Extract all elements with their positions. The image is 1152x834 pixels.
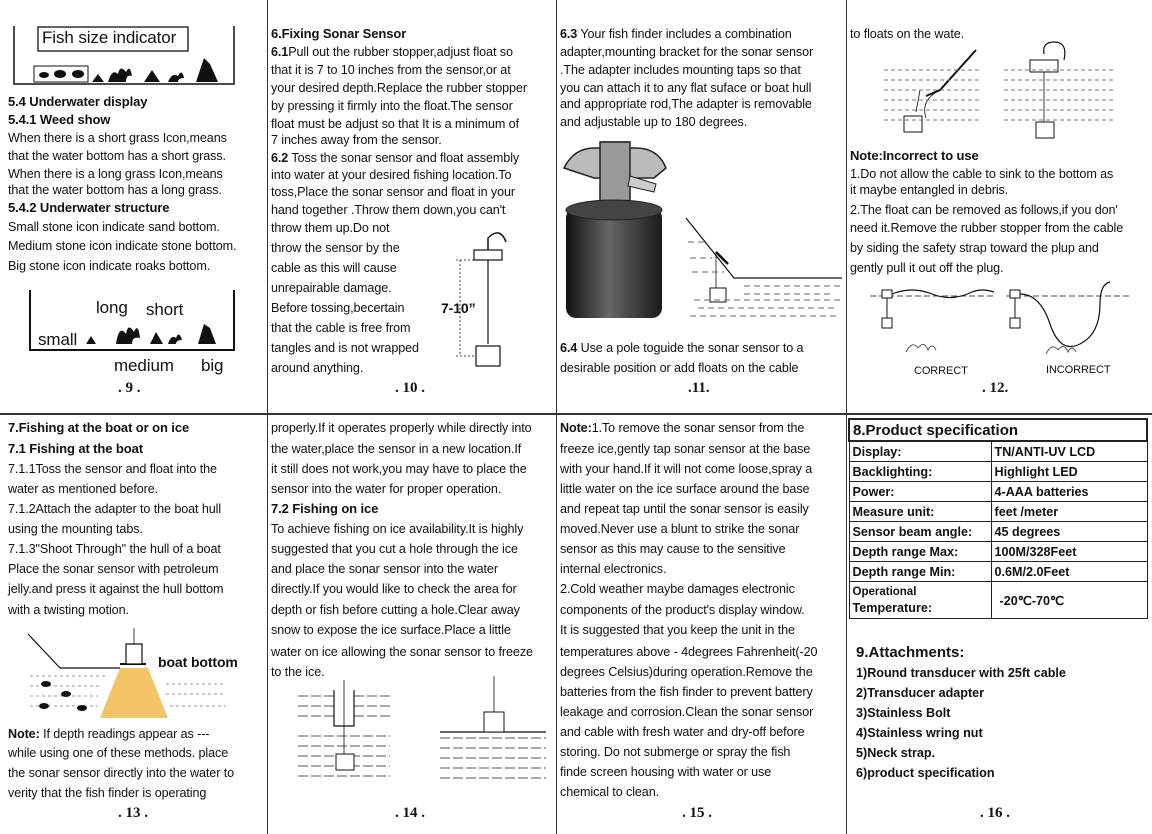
text-line: 2.Cold weather maybe damages electronic — [560, 582, 795, 596]
text-line: freeze ice,gently tap sonar sensor at the base — [560, 442, 811, 456]
text-line: internal electronics. — [560, 562, 667, 576]
label-short: short — [146, 300, 184, 319]
label-boat-bottom: boat bottom — [158, 654, 238, 670]
note-text: 1.To remove the sonar sensor from the — [591, 421, 805, 435]
spec-key: Display: — [849, 441, 991, 462]
note-line: gently pull it out off the plug. — [850, 261, 1004, 275]
text-line: Pull out the rubber stopper,adjust float so — [288, 45, 513, 59]
text-line: and repeat tap until the sonar sensor is easily — [560, 502, 809, 516]
text-line: using the mounting tabs. — [8, 522, 143, 536]
text-line: with your hand.If it will not come loose,spray a — [560, 462, 813, 476]
text-line: moved.Never use a blunt to strike the sonar — [560, 522, 800, 536]
spec-row — [849, 502, 1147, 522]
text-line: that the cable is free from — [271, 321, 411, 335]
float-usage-figure — [880, 40, 1120, 140]
text-line: sensor into the water for proper operation. — [271, 482, 502, 496]
page-number: . 9 . — [118, 380, 141, 396]
text-line: to the ice. — [271, 665, 325, 679]
attachments-title: 9.Attachments: — [856, 644, 965, 661]
text-line: suggested that you cut a hole through the ice — [271, 542, 518, 556]
spec-row — [849, 582, 1147, 619]
structure-line: Small stone icon indicate sand bottom. — [8, 220, 220, 234]
text-line: Use a pole toguide the sonar sensor to a — [577, 341, 804, 355]
spec-key: Depth range Max: — [849, 542, 991, 562]
weed-line: that the water bottom has a long grass. — [8, 183, 222, 197]
spec-row — [849, 482, 1147, 502]
text-line: with a twisting motion. — [8, 603, 129, 617]
page-number: . 13 . — [118, 805, 148, 821]
spec-row — [849, 462, 1147, 482]
text-line: that it is 7 to 10 inches from the sensor,or at — [271, 63, 511, 77]
page-number: .11. — [688, 380, 710, 396]
text-line: hand together .Throw them down,you can't — [271, 203, 506, 217]
text-line: properly.If it operates properly while directly into — [271, 421, 532, 435]
text-line: degrees Celsius)during operation.Remove the — [560, 665, 813, 679]
text-line: finde screen housing with water or use — [560, 765, 772, 779]
text-line: it still does not work,you may have to place the — [271, 462, 527, 476]
fish-size-indicator-label: Fish size indicator — [42, 28, 177, 47]
note-line: 2.The float can be removed as follows,if you don' — [850, 203, 1118, 217]
spec-value: TN/ANTI-UV LCD — [991, 441, 1147, 462]
note-title: Note:Incorrect to use — [850, 148, 979, 163]
page-number: . 16 . — [980, 805, 1010, 821]
text-line: and appropriate rod,The adapter is removable — [560, 97, 812, 111]
label-incorrect: INCORRECT — [1046, 364, 1111, 376]
page-number: . 10 . — [395, 380, 425, 396]
label-medium: medium — [114, 356, 174, 375]
mounting-bracket-figure — [560, 138, 670, 338]
column-divider — [556, 0, 557, 834]
spec-value: Highlight LED — [991, 462, 1147, 482]
text-line: unrepairable damage. — [271, 281, 392, 295]
spec-value: 45 degrees — [991, 522, 1147, 542]
spec-key: Depth range Min: — [849, 562, 991, 582]
section-number: 6.3 — [560, 27, 578, 41]
continued-text: to floats on the wate. — [850, 27, 965, 41]
text-line: your desired depth.Replace the rubber stopper — [271, 81, 527, 95]
text-line: and cable with fresh water and dry-off before — [560, 725, 805, 739]
text-line: leakage and corrosion.Clean the sonar sensor — [560, 705, 814, 719]
product-spec-table — [848, 418, 1148, 619]
row-divider — [0, 413, 1152, 415]
spec-key — [849, 582, 991, 619]
spec-title: 8.Product specification — [849, 419, 1147, 441]
text-line: 7.1.2Attach the adapter to the boat hull — [8, 502, 222, 516]
boat-hull-figure — [26, 624, 256, 720]
float-distance-figure — [452, 222, 532, 372]
attachment-item: 3)Stainless Bolt — [856, 706, 951, 720]
ice-fishing-figure — [294, 676, 550, 786]
text-line: the water,place the sensor in a new location.If — [271, 442, 522, 456]
text-line: storing. Do not submerge or spray the fish — [560, 745, 791, 759]
text-line: cable as this will cause — [271, 261, 397, 275]
text-line: and adjustable up to 180 degrees. — [560, 115, 748, 129]
spec-title-row — [849, 419, 1147, 441]
spec-row — [849, 562, 1147, 582]
heading-7-1: 7.1 Fishing at the boat — [8, 441, 143, 456]
text-line: adapter,mounting bracket for the sonar sensor — [560, 45, 814, 59]
note-line — [8, 724, 209, 744]
note-line: need it.Remove the rubber stopper from the cable — [850, 221, 1124, 235]
paragraph-6-1 — [271, 42, 513, 62]
spec-value: 4-AAA batteries — [991, 482, 1147, 502]
text-line: directly.If you would like to check the area for — [271, 582, 517, 596]
page-number: . 12. — [982, 380, 1009, 396]
page-number: . 14 . — [395, 805, 425, 821]
correct-incorrect-figure — [866, 276, 1136, 366]
label-long: long — [96, 298, 128, 317]
text-line: 7.1.1Toss the sensor and float into the — [8, 462, 217, 476]
note-line: it maybe entangled in debris. — [850, 183, 1009, 197]
text-line: into water at your desired fishing location.To — [271, 168, 512, 182]
attachment-item: 6)product specification — [856, 766, 995, 780]
paragraph-6-4 — [560, 338, 803, 358]
text-line: It is suggested that you keep the unit in the — [560, 623, 795, 637]
attachment-item: 5)Neck strap. — [856, 746, 936, 760]
weed-line: When there is a long grass Icon,means — [8, 167, 223, 181]
spec-key: Sensor beam angle: — [849, 522, 991, 542]
spec-key: Backlighting: — [849, 462, 991, 482]
text-line: 7.1.3"Shoot Through" the hull of a boat — [8, 542, 221, 556]
text-line: To achieve fishing on ice availability.It is highly — [271, 522, 524, 536]
text-line: around anything. — [271, 361, 364, 375]
note-line: verity that the fish finder is operating — [8, 786, 207, 800]
section-number: 6.2 — [271, 151, 289, 165]
text-line: .The adapter includes mounting taps so that — [560, 63, 801, 77]
heading-6: 6.Fixing Sonar Sensor — [271, 26, 407, 41]
text-line: throw the sensor by the — [271, 241, 400, 255]
heading-7-2: 7.2 Fishing on ice — [271, 501, 379, 516]
text-line: 7 inches away from the sensor. — [271, 133, 442, 147]
text-line: throw them up.Do not — [271, 221, 390, 235]
text-line: components of the product's display window. — [560, 603, 805, 617]
section-number: 6.4 — [560, 341, 578, 355]
weed-line: When there is a short grass Icon,means — [8, 131, 227, 145]
note-text: If depth readings appear as --- — [39, 727, 210, 741]
spec-value: 100M/328Feet — [991, 542, 1147, 562]
heading-5-4: 5.4 Underwater display — [8, 94, 148, 109]
note-line: the sonar sensor directly into the water to — [8, 766, 235, 780]
pole-sensor-figure — [684, 212, 844, 322]
structure-line: Big stone icon indicate roaks bottom. — [8, 259, 211, 273]
spec-key: Power: — [849, 482, 991, 502]
weed-line: that the water bottom has a short grass. — [8, 149, 226, 163]
text-line: batteries from the fish finder to prevent battery — [560, 685, 813, 699]
spec-row — [849, 542, 1147, 562]
spec-key-line2: Temperature: — [852, 601, 933, 615]
text-line: depth or fish before cutting a hole.Clear away — [271, 603, 520, 617]
text-line: temperatures above - 4degrees Fahrenheit(-20 — [560, 645, 818, 659]
paragraph-6-3 — [560, 24, 792, 44]
text-line: float must be adjust so that It is a minimum of — [271, 117, 519, 131]
text-line: Your fish finder includes a combination — [577, 27, 792, 41]
heading-5-4-1: 5.4.1 Weed show — [8, 112, 111, 127]
structure-line: Medium stone icon indicate stone bottom. — [8, 239, 237, 253]
text-line: sensor as this may cause to the sensitive — [560, 542, 786, 556]
spec-row — [849, 522, 1147, 542]
text-line: water as mentioned before. — [8, 482, 159, 496]
attachment-item: 2)Transducer adapter — [856, 686, 985, 700]
label-big: big — [201, 356, 224, 375]
label-correct: CORRECT — [914, 365, 968, 377]
text-line — [560, 418, 804, 438]
measure-label: 7-10” — [441, 300, 476, 316]
spec-value: feet /meter — [991, 502, 1147, 522]
text-line: by pressing it firmly into the float.The sensor — [271, 99, 513, 113]
note-line: 1.Do not allow the cable to sink to the bottom as — [850, 167, 1114, 181]
note-label: Note: — [8, 727, 40, 741]
text-line: toss,Place the sonar sensor and float in your — [271, 185, 516, 199]
text-line: tangles and is not wrapped — [271, 341, 419, 355]
text-line: snow to expose the ice surface.Place a little — [271, 623, 511, 637]
heading-7: 7.Fishing at the boat or on ice — [8, 420, 190, 435]
spec-value: 0.6M/2.0Feet — [991, 562, 1147, 582]
spec-row — [849, 441, 1147, 462]
text-line: you can attach it to any flat suface or boat hull — [560, 81, 812, 95]
note-line: while using one of these methods. place — [8, 746, 229, 760]
text-line: and place the sonar sensor into the water — [271, 562, 498, 576]
section-number: 6.1 — [271, 45, 289, 59]
attachment-item: 4)Stainless wring nut — [856, 726, 983, 740]
attachment-item: 1)Round transducer with 25ft cable — [856, 666, 1066, 680]
column-divider — [267, 0, 268, 834]
text-line: little water on the ice surface around the base — [560, 482, 810, 496]
label-small: small — [38, 330, 78, 349]
page-number: . 15 . — [682, 805, 712, 821]
text-line: Place the sonar sensor with petroleum — [8, 562, 219, 576]
note-line: by siding the safety strap toward the plup and — [850, 241, 1099, 255]
spec-key: Measure unit: — [849, 502, 991, 522]
text-line: desirable position or add floats on the cable — [560, 361, 799, 375]
text-line: Before tossing,becertain — [271, 301, 405, 315]
text-line: Toss the sonar sensor and float assembly — [288, 151, 520, 165]
text-line: water on ice allowing the sonar sensor to freeze — [271, 645, 533, 659]
heading-5-4-2: 5.4.2 Underwater structure — [8, 200, 170, 215]
spec-value: -20℃-70℃ — [991, 582, 1147, 619]
text-line: jelly.and press it against the hull bottom — [8, 582, 224, 596]
spec-key-line1: Operational — [852, 586, 917, 598]
column-divider — [846, 0, 847, 834]
note-label: Note: — [560, 421, 592, 435]
text-line: chemical to clean. — [560, 785, 659, 799]
